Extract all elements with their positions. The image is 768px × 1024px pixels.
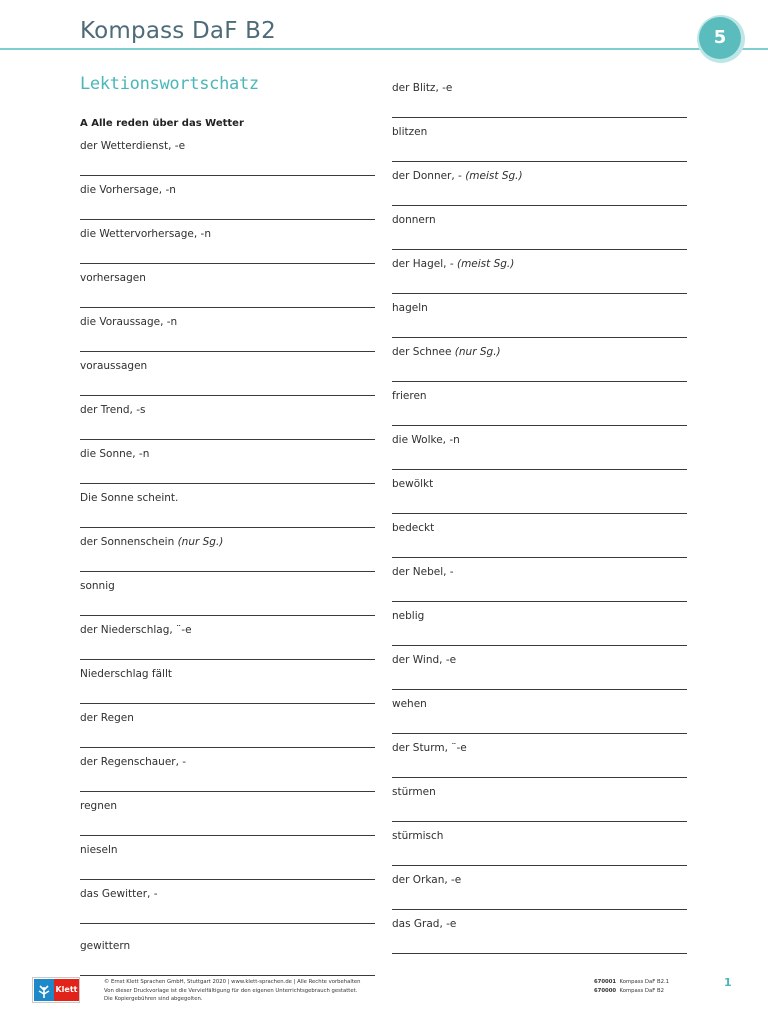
vocab-term: wehen: [392, 698, 427, 710]
product-code: 670000: [594, 987, 617, 994]
vocab-entry: [392, 118, 687, 162]
vocab-entry: [392, 602, 687, 646]
vocab-entry: [80, 264, 375, 308]
copyright-notice: [104, 978, 404, 1004]
vocab-term: bedeckt: [392, 522, 435, 534]
copyright-line: © Ernst Klett Sprachen GmbH, Stuttgart 2020 | www.klett-sprachen.de | Alle Rechte vorbehalten: [104, 979, 361, 985]
vocab-entry: [80, 440, 375, 484]
vocab-entry: [80, 704, 375, 748]
section-title: Lektionswortschatz: [80, 74, 259, 94]
product-codes: [594, 978, 669, 995]
vocab-term: regnen: [80, 800, 117, 812]
vocab-note: (meist Sg.): [456, 258, 515, 270]
vocab-entry: [392, 162, 687, 206]
vocab-entry: [80, 572, 375, 616]
vocab-term: nieseln: [80, 844, 118, 856]
vocab-term: das Grad, -e: [392, 918, 457, 930]
vocab-term: die Wolke, -n: [392, 434, 460, 446]
vocab-entry: [392, 690, 687, 734]
vocab-entry: [392, 778, 687, 822]
vocab-term: bewölkt: [392, 478, 434, 490]
vocab-term: die Wettervorhersage, -n: [80, 228, 211, 240]
vocab-entry: [392, 558, 687, 602]
vocab-term: der Sturm, ¨-e: [392, 742, 467, 754]
vocab-entry: [80, 220, 375, 264]
vocab-entry: [392, 206, 687, 250]
vocab-entry: [392, 426, 687, 470]
vocab-term: gewittern: [80, 940, 131, 952]
vocab-term: der Sonnenschein: [80, 536, 178, 548]
vocab-term: der Donner, -: [392, 170, 466, 182]
vocab-entry: [80, 616, 375, 660]
vocab-entry: [392, 338, 687, 382]
vocab-entry: [80, 396, 375, 440]
vocab-entry: [392, 734, 687, 778]
vocab-term: Die Sonne scheint.: [80, 492, 179, 504]
page-number: 1: [724, 976, 732, 989]
vocab-entry: [392, 382, 687, 426]
vocab-term: der Regenschauer, -: [80, 756, 187, 768]
klett-logo-text: Klett: [54, 979, 79, 1001]
leaf-icon: [36, 981, 52, 999]
vocab-term: die Vorhersage, -n: [80, 184, 176, 196]
vocab-term: Niederschlag fällt: [80, 668, 173, 680]
vocab-entry: [80, 308, 375, 352]
vocab-entry: [80, 176, 375, 220]
product-code-row: [594, 978, 669, 987]
vocab-entry: [392, 294, 687, 338]
vocab-note: (nur Sg.): [177, 536, 224, 548]
product-title: Kompass DaF B2: [619, 987, 664, 994]
vocab-entry: [80, 924, 375, 976]
vocab-entry: [392, 822, 687, 866]
vocab-entry: [392, 646, 687, 690]
vocab-term: sonnig: [80, 580, 115, 592]
page-header-title: Kompass DaF B2: [80, 18, 276, 44]
product-code: 670001: [594, 979, 617, 985]
vocab-term: der Niederschlag, ¨-e: [80, 624, 192, 636]
vocab-term: der Schnee: [392, 346, 455, 358]
copyright-line: Die Kopiergebühren sind abgegolten.: [104, 996, 203, 1002]
vocab-entry: [392, 74, 687, 118]
vocab-term: das Gewitter, -: [80, 888, 158, 900]
vocab-entry: [392, 250, 687, 294]
vocab-term: der Hagel, -: [392, 258, 457, 270]
header-divider: [0, 48, 768, 50]
vocab-column-right: [392, 74, 687, 954]
vocab-term: die Voraussage, -n: [80, 316, 178, 328]
vocab-term: der Wetterdienst, -e: [80, 140, 186, 152]
vocab-entry: [80, 132, 375, 176]
product-code-row: [594, 987, 669, 996]
vocab-term: der Blitz, -e: [392, 82, 453, 94]
vocab-term: blitzen: [392, 126, 428, 138]
vocab-note: (meist Sg.): [465, 170, 523, 182]
subsection-heading: A Alle reden über das Wetter: [80, 118, 244, 129]
vocab-term: donnern: [392, 214, 436, 226]
chapter-badge: 5: [699, 17, 741, 59]
vocab-term: der Nebel, -: [392, 566, 454, 578]
vocab-term: stürmen: [392, 786, 436, 798]
vocab-term: vorhersagen: [80, 272, 146, 284]
vocab-entry: [80, 352, 375, 396]
vocab-entry: [80, 836, 375, 880]
vocab-entry: [80, 660, 375, 704]
vocab-term: stürmisch: [392, 830, 444, 842]
klett-logo: [32, 977, 80, 1003]
vocab-term: der Wind, -e: [392, 654, 457, 666]
vocab-entry: [80, 484, 375, 528]
vocab-term: frieren: [392, 390, 427, 402]
vocab-entry: [80, 792, 375, 836]
product-title: Kompass DaF B2.1: [619, 979, 670, 985]
vocab-entry: [392, 514, 687, 558]
vocab-entry: [80, 880, 375, 924]
vocab-note: (nur Sg.): [454, 346, 501, 358]
vocab-term: der Regen: [80, 712, 134, 724]
copyright-line: Von dieser Druckvorlage ist die Vervielfältigung für den eigenen Unterrichtsgebrauch gestattet.: [104, 987, 358, 994]
vocab-term: hageln: [392, 302, 428, 314]
vocab-term: voraussagen: [80, 360, 148, 372]
vocab-term: die Sonne, -n: [80, 448, 150, 460]
vocab-term: neblig: [392, 610, 425, 622]
vocab-column-left: [80, 132, 375, 976]
vocab-term: der Orkan, -e: [392, 874, 462, 886]
vocab-entry: [80, 528, 375, 572]
vocab-entry: [392, 910, 687, 954]
vocab-entry: [392, 866, 687, 910]
vocab-entry: [80, 748, 375, 792]
vocab-entry: [392, 470, 687, 514]
vocab-term: der Trend, -s: [80, 404, 146, 416]
